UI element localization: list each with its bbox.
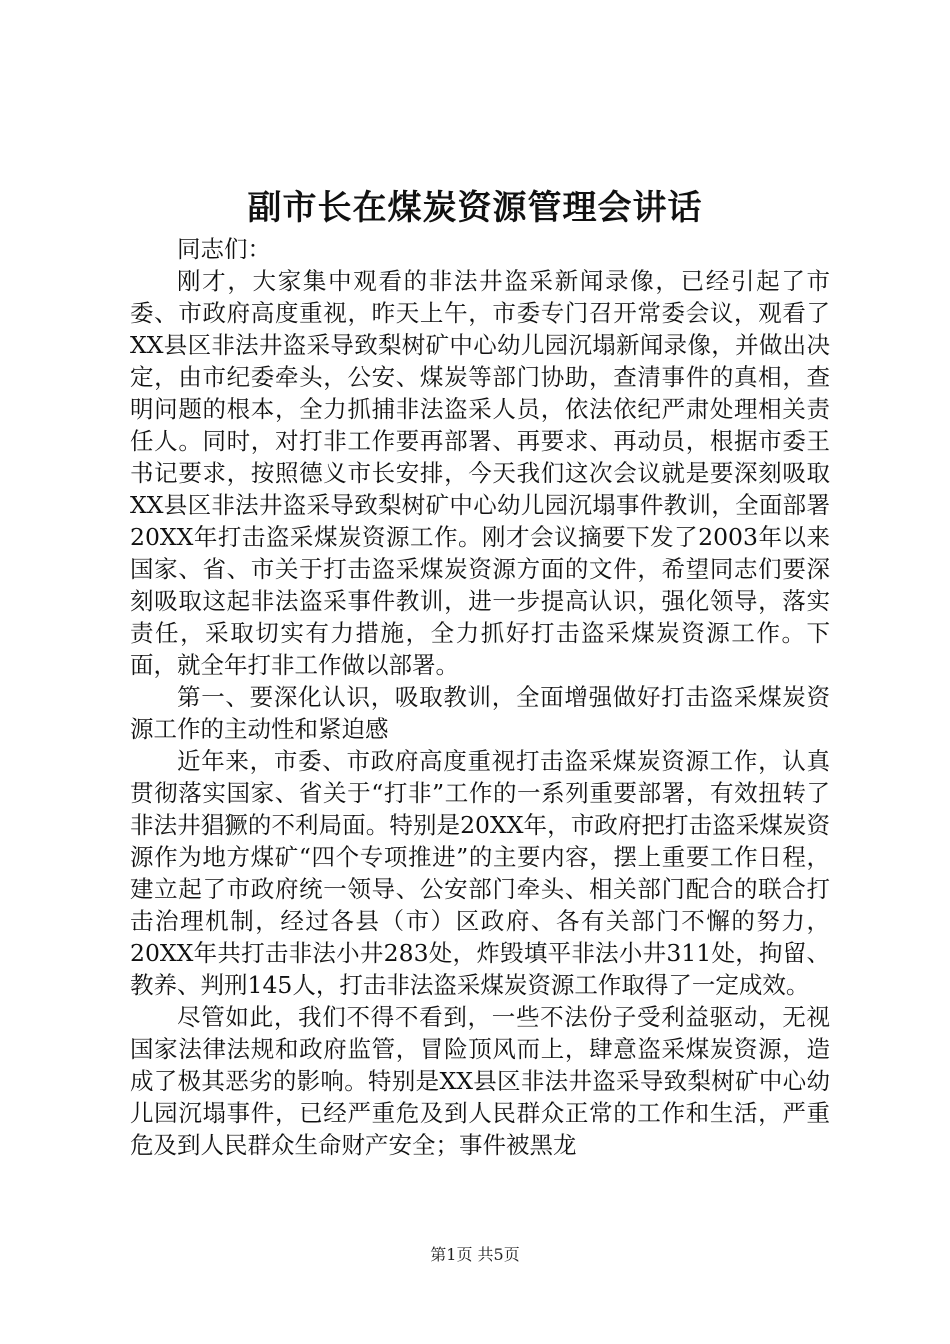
salutation: 同志们： xyxy=(177,235,271,263)
page-footer: 第1页 共5页 xyxy=(430,1245,520,1264)
document-title: 副市长在煤炭资源管理会讲话 xyxy=(247,188,703,228)
paragraph: 近年来，市委、市政府高度重视打击盗采煤炭资源工作，认真贯彻落实国家、省关于“打非”工作的一系列重要部署，有效扭转了非法井猖獗的不利局面。特别是20XX年，市政府把打击盗采煤炭资源作为地方煤矿“四个专项推进”的主要内容，摆上重要工作日程，建立起了市政府统一领导、公安部门牵头、相关部门配合的联合打击治理机制，经过各县（市）区政府、各有关部门不懈的努力，20XX年共打击非法小井283处，炸毁填平非法小井311处，拘留、教养、判刑145人，打击非法盗采煤炭资源工作取得了一定成效。 xyxy=(130,747,830,999)
section-heading: 第一、要深化认识，吸取教训，全面增强做好打击盗采煤炭资源工作的主动性和紧迫感 xyxy=(130,683,830,743)
paragraph: 尽管如此，我们不得不看到，一些不法份子受利益驱动，无视国家法律法规和政府监管，冒险顶风而上，肆意盗采煤炭资源，造成了极其恶劣的影响。特别是XX县区非法井盗采导致梨树矿中心幼儿园沉塌事件，已经严重危及到人民群众正常的工作和生活，严重危及到人民群众生命财产安全；事件被黑龙 xyxy=(130,1003,830,1159)
document-body xyxy=(130,233,830,1161)
paragraph: 刚才，大家集中观看的非法井盗采新闻录像，已经引起了市委、市政府高度重视，昨天上午，市委专门召开常委会议，观看了XX县区非法井盗采导致梨树矿中心幼儿园沉塌新闻录像，并做出决定，由市纪委牵头，公安、煤炭等部门协助，查清事件的真相，查明问题的根本，全力抓捕非法盗采人员，依法依纪严肃处理相关责任人。同时，对打非工作要再部署、再要求、再动员，根据市委王书记要求，按照德义市长安排，今天我们这次会议就是要深刻吸取XX县区非法井盗采导致梨树矿中心幼儿园沉塌事件教训，全面部署20XX年打击盗采煤炭资源工作。刚才会议摘要下发了2003年以来国家、省、市关于打击盗采煤炭资源方面的文件，希望同志们要深刻吸取这起非法盗采事件教训，进一步提高认识，强化领导，落实责任，采取切实有力措施，全力抓好打击盗采煤炭资源工作。下面，就全年打非工作做以部署。 xyxy=(130,267,830,679)
